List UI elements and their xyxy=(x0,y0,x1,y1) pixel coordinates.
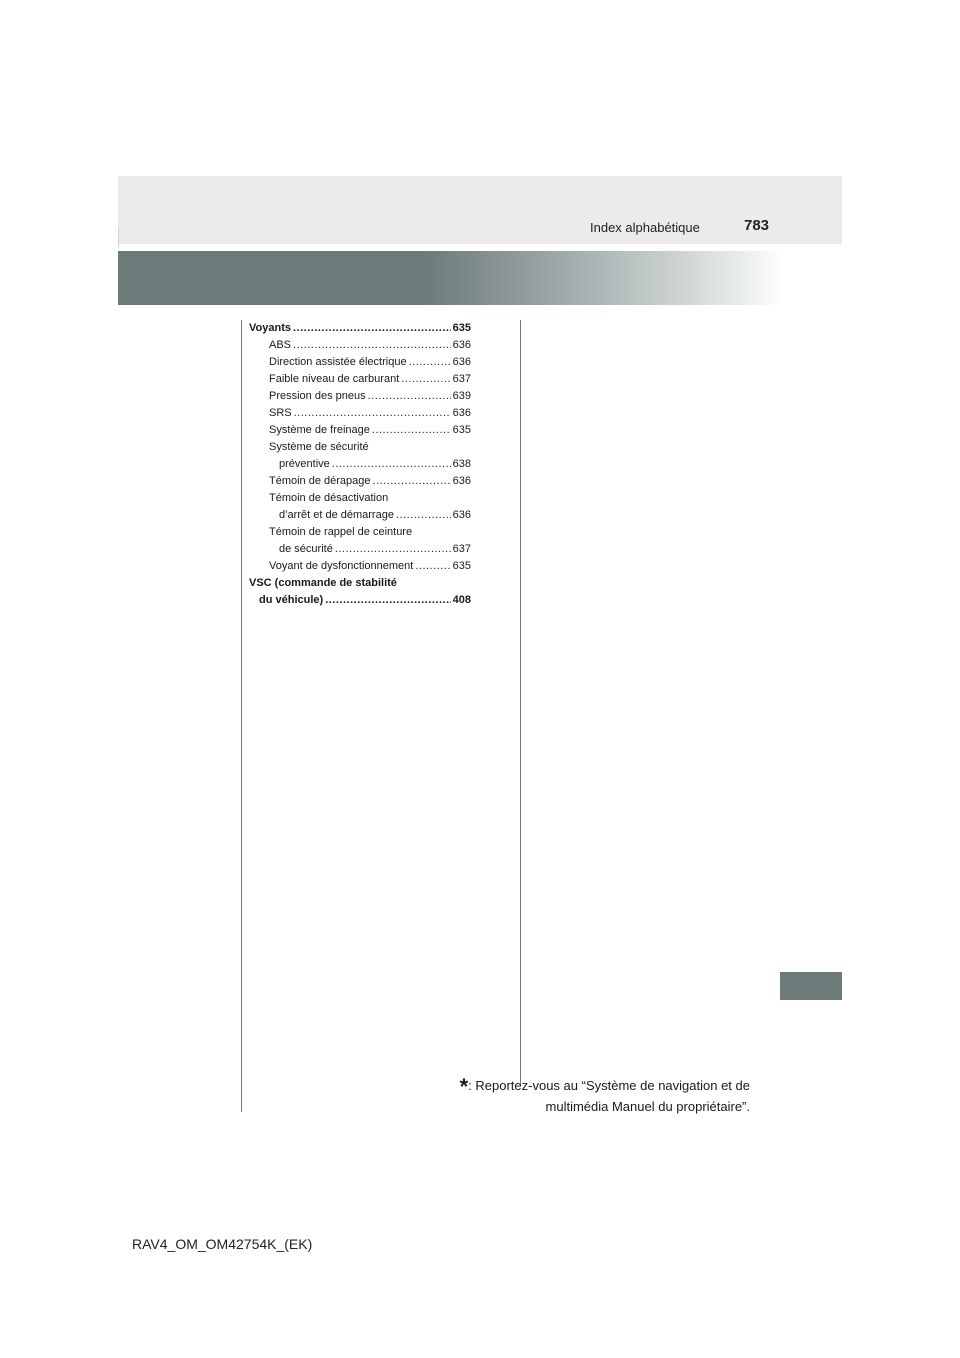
index-entry-dysfonctionnement xyxy=(249,558,471,575)
index-entry-label: Faible niveau de carburant xyxy=(269,373,400,385)
index-entry-label: Témoin de dérapage xyxy=(269,475,371,487)
index-entry-securite xyxy=(249,439,471,473)
dot-leader xyxy=(325,592,450,609)
index-entry-page[interactable]: 637 xyxy=(452,543,471,555)
index-entry-label: ABS xyxy=(269,339,292,351)
dot-leader xyxy=(396,507,451,524)
index-entry-heading-line: VSC (commande de stabilité xyxy=(249,577,397,589)
footnote-line-2: multimédia Manuel du propriétaire”. xyxy=(545,1099,750,1114)
footnote-text-1: : Reportez-vous au “Système de navigation et de xyxy=(468,1078,750,1093)
index-entry-label: Voyants xyxy=(249,322,291,334)
dot-leader xyxy=(415,558,450,575)
index-entry-srs xyxy=(249,405,471,422)
index-entry-label: Voyant de dysfonctionnement xyxy=(269,560,414,572)
index-entry-label: Système de freinage xyxy=(269,424,370,436)
header-divider xyxy=(118,228,119,248)
index-entry-row xyxy=(249,592,471,609)
index-entry-row xyxy=(249,371,471,388)
dot-leader xyxy=(409,354,451,371)
dot-leader xyxy=(401,371,450,388)
chapter-tab xyxy=(780,972,842,1000)
header-gradient-bar xyxy=(118,251,842,305)
index-entry-carburant xyxy=(249,371,471,388)
index-entry-label: préventive xyxy=(279,458,330,470)
header-band xyxy=(118,176,842,244)
index-entry-page[interactable]: 635 xyxy=(452,560,471,572)
dot-leader xyxy=(293,337,451,354)
index-entry-row xyxy=(249,473,471,490)
index-entry-page[interactable]: 636 xyxy=(452,509,471,521)
dot-leader xyxy=(294,405,451,422)
footnote xyxy=(430,1076,750,1117)
index-entry-page[interactable]: 636 xyxy=(452,475,471,487)
index-entry-row xyxy=(249,354,471,371)
page-number: 783 xyxy=(744,217,770,234)
index-entry-label: d’arrêt et de démarrage xyxy=(279,509,394,521)
index-entry-row xyxy=(249,507,471,524)
index-list xyxy=(249,320,471,609)
footnote-line-1 xyxy=(430,1076,750,1097)
dot-leader xyxy=(335,541,451,558)
index-entry-row xyxy=(249,541,471,558)
index-entry-direction xyxy=(249,354,471,371)
index-entry-page[interactable]: 408 xyxy=(452,594,471,606)
index-entry-label: Direction assistée électrique xyxy=(269,356,407,368)
index-entry-pneus xyxy=(249,388,471,405)
index-entry-voyants xyxy=(249,320,471,337)
index-entry-page[interactable]: 638 xyxy=(452,458,471,470)
index-entry-page[interactable]: 636 xyxy=(452,356,471,368)
dot-leader xyxy=(293,320,451,337)
column-rule-middle xyxy=(520,320,521,1086)
index-entry-ceinture xyxy=(249,524,471,558)
dot-leader xyxy=(373,473,451,490)
index-entry-row xyxy=(249,388,471,405)
dot-leader xyxy=(332,456,451,473)
index-entry-page[interactable]: 636 xyxy=(452,339,471,351)
index-entry-page[interactable]: 635 xyxy=(452,424,471,436)
index-entry-row xyxy=(249,558,471,575)
index-entry-heading-line: Témoin de désactivation xyxy=(269,492,389,504)
index-entry-label: SRS xyxy=(269,407,292,419)
index-entry-row xyxy=(249,405,471,422)
index-entry-freinage xyxy=(249,422,471,439)
index-entry-page[interactable]: 636 xyxy=(452,407,471,419)
index-entry-page[interactable]: 635 xyxy=(452,322,471,334)
footnote-marker: * xyxy=(459,1074,469,1099)
dot-leader xyxy=(368,388,451,405)
index-entry-heading-line: Témoin de rappel de ceinture xyxy=(269,526,413,538)
index-entry-abs xyxy=(249,337,471,354)
index-entry-row xyxy=(249,337,471,354)
index-entry-page[interactable]: 637 xyxy=(452,373,471,385)
index-entry-vsc xyxy=(249,575,471,609)
index-entry-row xyxy=(249,320,471,337)
index-entry-label: Pression des pneus xyxy=(269,390,366,402)
index-entry-derapage xyxy=(249,473,471,490)
index-entry-heading-line: Système de sécurité xyxy=(269,441,369,453)
index-entry-desactivation xyxy=(249,490,471,524)
index-entry-label: de sécurité xyxy=(279,543,333,555)
column-rule-left xyxy=(241,320,242,1112)
section-title: Index alphabétique xyxy=(590,220,700,235)
index-entry-label: du véhicule) xyxy=(259,594,324,606)
dot-leader xyxy=(372,422,451,439)
document-code: RAV4_OM_OM42754K_(EK) xyxy=(132,1236,313,1252)
index-entry-row xyxy=(249,422,471,439)
index-entry-row xyxy=(249,456,471,473)
index-entry-page[interactable]: 639 xyxy=(452,390,471,402)
